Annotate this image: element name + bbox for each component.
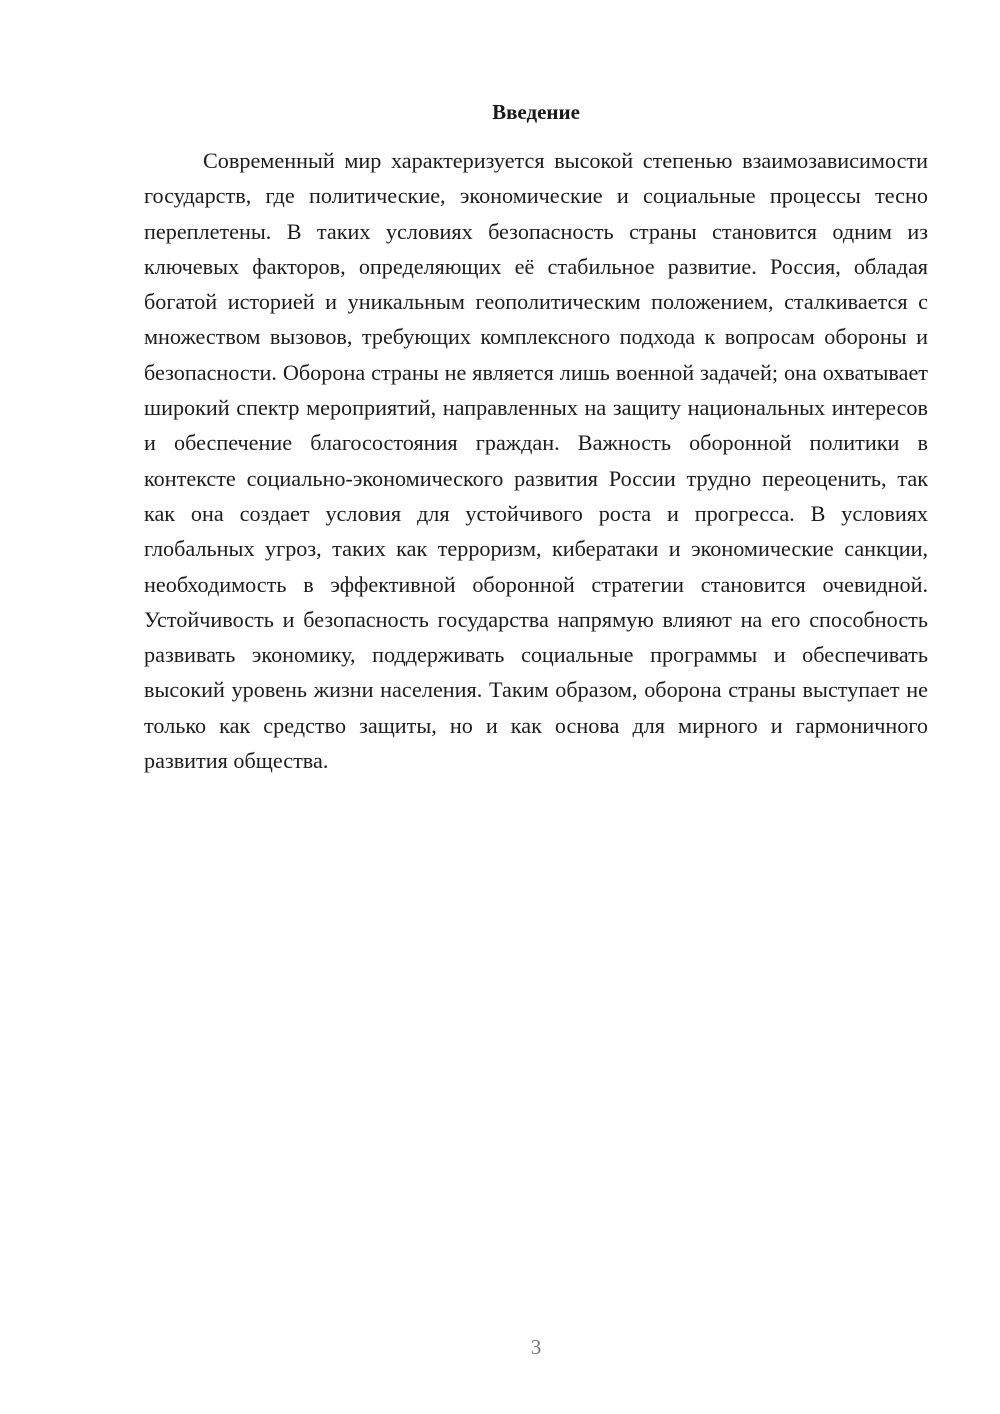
page-number: 3 [530, 1335, 542, 1359]
section-heading: Введение [492, 100, 580, 124]
body-paragraph: Современный мир характеризуется высокой степенью взаимозависимости государств, где политические, экономические и социальные процессы тесно переплетены. В таких условиях безопасность страны становится одним из ключевых факторов, определяющих её стабильное развитие. Россия, обладая богатой историей и уникальным геополитическим положением, сталкивается с множеством вызовов, требующих комплексного подхода к вопросам обороны и безопасности. Оборона страны не является лишь военной задачей; она охватывает широкий спектр мероприятий, направленных на защиту национальных интересов и обеспечение благосостояния граждан. Важность оборонной политики в контексте социально-экономического развития России трудно переоценить, так как она создает условия для устойчивого роста и прогресса. В условиях глобальных угроз, таких как терроризм, кибератаки и экономические санкции, необходимость в эффективной оборонной стратегии становится очевидной. Устойчивость и безопасность государства напрямую влияют на его способность развивать экономику, поддерживать социальные программы и обеспечивать высокий уровень жизни населения. Таким образом, оборона страны выступает не только как средство защиты, но и как основа для мирного и гармоничного развития общества. [144, 148, 928, 774]
